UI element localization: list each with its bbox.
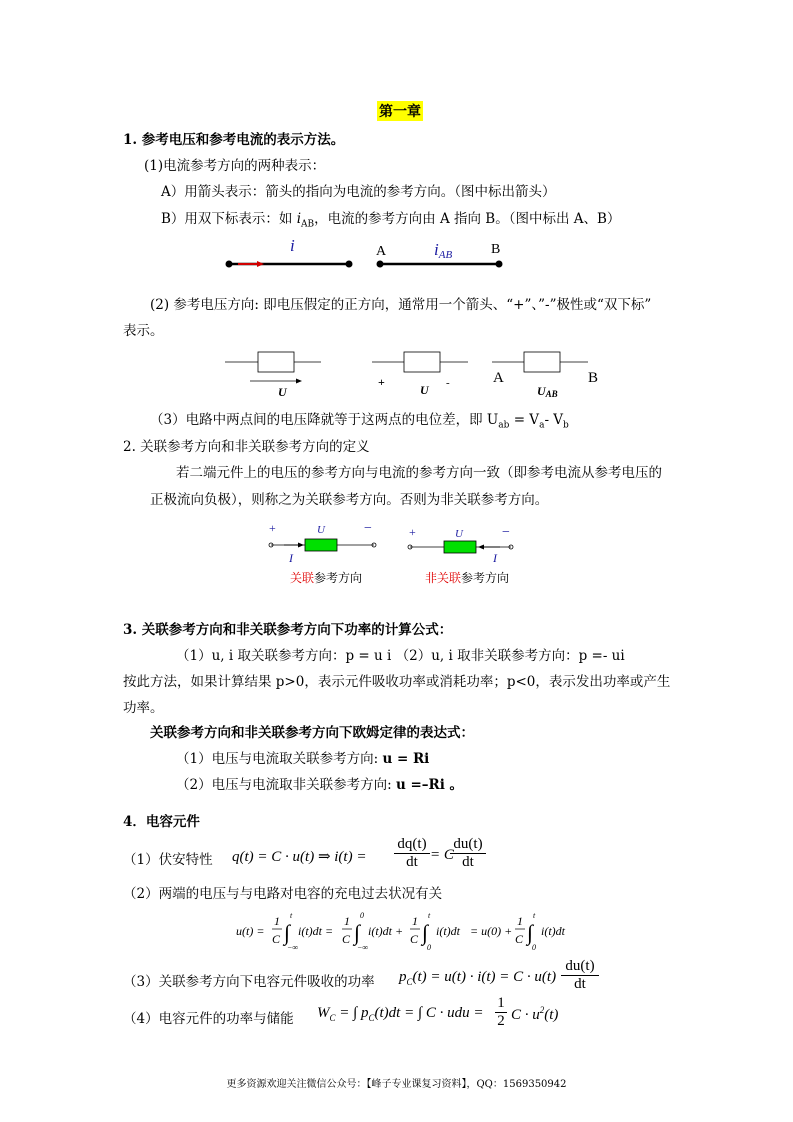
right-i: I <box>493 551 497 565</box>
s2-line2: 正极流向负极），则称之为关联参考方向。否则为非关联参考方向。 <box>150 492 549 508</box>
s1-p3-sub1: ab <box>498 420 510 431</box>
eq1-frac2-den: dt <box>462 854 474 870</box>
r1-label-u: U <box>278 385 287 399</box>
eq2-one-2: 1 <box>344 914 350 928</box>
eq3-frac-num: du(t) <box>561 958 599 976</box>
eq4-tail <box>511 1005 558 1024</box>
voltage-arrow-head <box>296 379 302 384</box>
eq2-c-2: C <box>342 932 351 946</box>
s4-line1: （1）伏安特性 <box>123 852 213 868</box>
eq2-int1-lo: −∞ <box>287 943 299 952</box>
s1-p1a: A）用箭头表示：箭头的指向为电流的参考方向。（图中标出箭头） <box>161 184 556 200</box>
eq1-frac1-num: dq(t) <box>394 836 430 854</box>
eq4-b: (t)dt = ∫ C · udu = <box>374 1005 484 1021</box>
eq4-sub2: C <box>368 1013 375 1023</box>
current-arrow-head <box>257 261 264 267</box>
eq2-int4-lo: 0 <box>532 943 536 952</box>
ohm-law-2 <box>176 773 463 793</box>
right-minus: − <box>502 525 510 540</box>
section-2-heading: 2. 关联参考方向和非关联参考方向的定义 <box>123 439 370 455</box>
eq2-one-4: 1 <box>517 914 523 928</box>
section-1-heading: 1. 参考电压和参考电流的表示方法。 <box>123 132 345 148</box>
reference-direction-figure <box>260 518 530 590</box>
label-i: i <box>290 236 295 255</box>
eq2-body3: i(t)dt <box>436 924 460 938</box>
left-caption: 关联参考方向 <box>290 571 363 585</box>
eq3-frac <box>561 958 599 993</box>
s1-p1b-pre: B）用双下标表示：如 <box>161 211 293 227</box>
eq3-frac-den: dt <box>574 976 586 992</box>
s1-p3-sub2: a <box>539 420 545 431</box>
ohm-law-1-text: （1）电压与电流取关联参考方向: <box>176 751 383 767</box>
r2-minus: - <box>446 377 450 389</box>
node-right-b <box>496 261 503 268</box>
voltage-direction-figure <box>220 348 610 404</box>
s4-line4: （4）电容元件的功率与储能 <box>123 1011 294 1027</box>
s1-p1b-sub: AB <box>301 219 315 230</box>
s1-p1: (1)电流参考方向的两种表示： <box>144 158 326 174</box>
right-element <box>444 541 476 553</box>
right-plus: + <box>409 525 416 539</box>
r2-plus: + <box>378 375 385 389</box>
eq4-sup: 2 <box>539 1005 545 1015</box>
left-u: U <box>317 524 325 536</box>
eq3-main <box>399 969 556 987</box>
r3-body <box>524 352 560 372</box>
label-a: A <box>376 244 387 259</box>
label-iab: iAB <box>434 240 453 261</box>
ohm-law-1 <box>176 747 429 767</box>
eq2-integral-4: ∫ <box>527 920 534 945</box>
eq2-integral-1: ∫ <box>284 920 291 945</box>
eq1-main: q(t) = C · u(t) ⇒ i(t) = <box>232 849 367 865</box>
eq2-c-3: C <box>410 932 419 946</box>
eq1-frac2 <box>450 836 486 871</box>
s1-p1b-post: ，电流的参考方向由 A 指向 B。（图中标出 A、B） <box>314 211 621 227</box>
left-minus: − <box>364 521 372 536</box>
eq4-den: 2 <box>497 1013 505 1029</box>
r3-label-b: B <box>588 370 599 386</box>
s1-p3-mid: = V <box>509 412 540 428</box>
r2-label-u: U <box>420 383 429 397</box>
s1-p2-line2: 表示。 <box>123 323 164 339</box>
eq4-w: W <box>317 1005 330 1021</box>
s1-p3-sub3: b <box>563 420 569 431</box>
s1-p1b <box>161 207 620 230</box>
left-i: I <box>289 551 293 565</box>
label-b: B <box>491 242 501 257</box>
eq2-int1-up: t <box>290 911 293 920</box>
eq-integral <box>232 905 572 955</box>
eq2-body4: i(t)dt <box>541 924 565 938</box>
s1-p3-mid2: - V <box>544 412 564 428</box>
eq2-one-1: 1 <box>274 914 280 928</box>
node-left-a <box>226 261 233 268</box>
eq4-main <box>317 1005 483 1023</box>
section-3-heading: 3. 关联参考方向和非关联参考方向下功率的计算公式： <box>123 622 453 638</box>
r1-body <box>258 352 294 372</box>
eq2-body1: i(t)dt = <box>298 924 334 938</box>
eq2-c-4: C <box>515 932 524 946</box>
r2-body <box>404 352 440 372</box>
left-current-arrow-head <box>298 543 304 548</box>
eq1-frac2-num: du(t) <box>450 836 486 854</box>
left-plus: + <box>269 521 276 535</box>
s1-p2-line1: (2) 参考电压方向: 即电压假定的正方向，通常用一个箭头、“+”、”-”极性或“双下标” <box>150 297 652 313</box>
s3-line2: 按此方法，如果计算结果 p>0，表示元件吸收功率或消耗功率；p<0，表示发出功率或产生 <box>123 674 671 690</box>
s1-p1b-var: i <box>296 211 302 227</box>
eq4-d: (t) <box>544 1007 559 1023</box>
eq2-c-1: C <box>272 932 281 946</box>
eq2-lhs: u(t) = <box>236 924 265 938</box>
eq2-integral-3: ∫ <box>422 920 429 945</box>
chapter-title: 第一章 <box>377 101 423 121</box>
s3-line1: （1）u, i 取关联参考方向：p = u i （2）u, i 取非关联参考方向：p =- ui <box>176 648 625 664</box>
eq2-body2: i(t)dt + <box>368 924 404 938</box>
eq3-p: p <box>399 969 407 985</box>
eq2-u0: = u(0) + <box>470 924 513 938</box>
footer: 更多资源欢迎关注微信公众号：【峰子专业课复习资料】，QQ：1569350942 <box>226 1079 567 1090</box>
eq2-int3-up: t <box>428 911 431 920</box>
r3-label-uab: UAB <box>537 384 558 399</box>
ohm-law-2-text: （2）电压与电流取非关联参考方向: <box>176 777 396 793</box>
ohm-law-heading: 关联参考方向和非关联参考方向下欧姆定律的表达式： <box>150 725 474 741</box>
eq4-a: = ∫ p <box>335 1005 369 1021</box>
eq2-integral-2: ∫ <box>354 920 361 945</box>
right-current-arrow-head <box>478 545 484 550</box>
node-left-b <box>346 261 353 268</box>
eq2-int3-lo: 0 <box>427 943 431 952</box>
right-u: U <box>455 528 463 540</box>
ohm-law-1-eq: u = Ri <box>382 751 430 767</box>
section-4-heading: 4．电容元件 <box>123 814 200 830</box>
right-caption: 非关联参考方向 <box>425 571 510 585</box>
s2-line1: 若二端元件上的电压的参考方向与电流的参考方向一致（即参考电流从参考电压的 <box>176 465 662 481</box>
eq2-int2-lo: −∞ <box>357 943 369 952</box>
eq3-sub: C <box>406 977 413 987</box>
eq2-int2-up: 0 <box>360 911 364 920</box>
s4-line2: （2）两端的电压与与电路对电容的充电过去状况有关 <box>123 886 443 902</box>
s4-line3: （3）关联参考方向下电容元件吸收的功率 <box>123 974 375 990</box>
eq1-frac1-den: dt <box>406 854 418 870</box>
eq3-rest: (t) = u(t) · i(t) = C · u(t) <box>412 969 557 985</box>
s1-p3-pre: （3）电路中两点间的电压降就等于这两点的电位差，即 U <box>150 412 499 428</box>
ohm-law-2-eq: u =–Ri 。 <box>395 777 464 793</box>
eq1-mid: = C <box>430 847 454 863</box>
eq2-int4-up: t <box>533 911 536 920</box>
node-right-a <box>377 261 384 268</box>
eq4-frac <box>495 995 507 1030</box>
eq2-one-3: 1 <box>412 914 418 928</box>
eq4-sub: C <box>329 1013 336 1023</box>
eq4-c: C · u <box>511 1007 540 1023</box>
s1-p3 <box>150 408 569 431</box>
eq1-frac1 <box>394 836 430 871</box>
r3-label-a: A <box>493 370 504 386</box>
current-direction-figure <box>220 235 520 275</box>
eq4-num: 1 <box>495 995 507 1013</box>
left-element <box>305 539 337 551</box>
s3-line3: 功率。 <box>123 700 164 716</box>
